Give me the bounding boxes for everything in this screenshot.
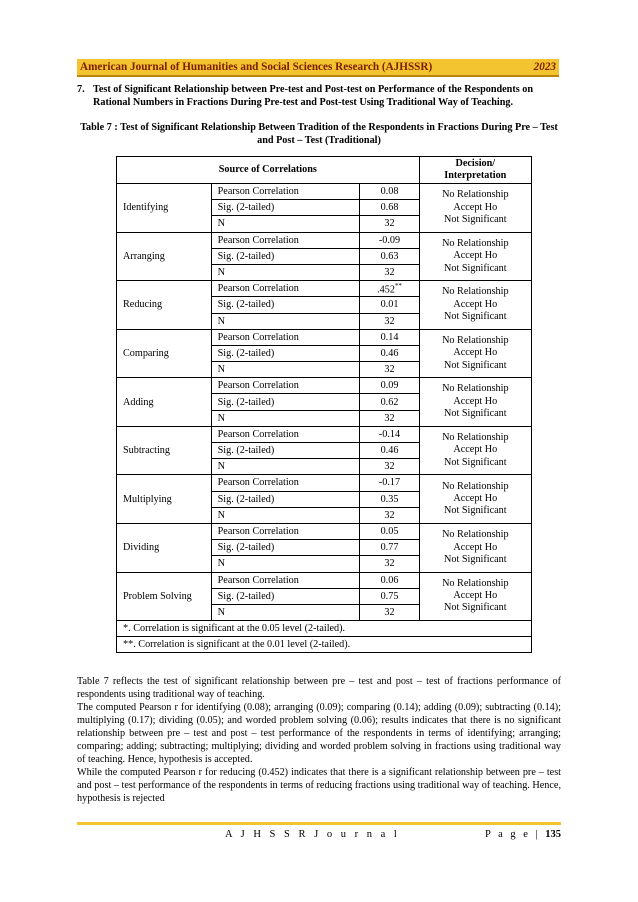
stat-label: Pearson Correlation [211,281,360,297]
stat-value-text: 0.77 [380,542,399,554]
footer-journal: A J H S S R J o u r n a l [225,829,400,840]
group-name: Problem Solving [117,572,212,621]
decision-line: Not Significant [444,311,507,323]
decision-cell [419,378,531,427]
stat-value-text: 32 [384,461,395,473]
stat-value-text: 0.09 [380,380,399,392]
stat-label: N [211,362,360,378]
table-row [117,523,532,539]
table-note-row [117,621,532,637]
stat-label: N [211,410,360,426]
stat-value-text: 32 [384,364,395,376]
decision-cell [419,329,531,378]
decision-line: No Relationship [442,286,509,298]
stat-value [360,540,419,556]
group-name: Identifying [117,184,212,233]
decision-line: No Relationship [442,431,509,443]
stat-label: Pearson Correlation [211,232,360,248]
table-header-row [117,157,532,184]
stat-label: N [211,556,360,572]
stat-value [360,604,419,620]
table-row [117,232,532,248]
stat-label: Sig. (2-tailed) [211,200,360,216]
section-number: 7. [77,84,85,95]
stat-value-text: 32 [384,218,395,230]
stat-value [360,410,419,426]
stat-label: Sig. (2-tailed) [211,540,360,556]
table-row [117,475,532,491]
footer-page-label: P a g e | [485,829,541,840]
stat-value [360,523,419,539]
table-note-2: **. Correlation is significant at the 0.01 level (2-tailed). [117,637,532,653]
header-decision-line2: Interpretation [444,170,507,181]
decision-cell [419,281,531,330]
decision-line: Not Significant [444,553,507,565]
stat-value [360,362,419,378]
decision-line: No Relationship [442,480,509,492]
decision-line: No Relationship [442,577,509,589]
stat-value [360,394,419,410]
decision-line: Not Significant [444,456,507,468]
stat-label: Sig. (2-tailed) [211,394,360,410]
stat-value [360,232,419,248]
decision-line: Not Significant [444,505,507,517]
stat-value-text: 32 [384,509,395,521]
journal-title: American Journal of Humanities and Social Sciences Research (AJHSSR) [80,61,433,73]
stat-value [360,281,419,297]
stat-value [360,297,419,313]
stat-value [360,200,419,216]
stat-value [360,459,419,475]
group-name: Adding [117,378,212,427]
header-source: Source of Correlations [117,157,420,184]
table-body [117,184,532,621]
group-name: Arranging [117,232,212,281]
decision-line: Accept Ho [453,444,498,456]
stat-label: N [211,604,360,620]
group-name: Reducing [117,281,212,330]
group-name: Dividing [117,523,212,572]
table-row [117,184,532,200]
stat-label: Pearson Correlation [211,475,360,491]
journal-header [77,59,559,77]
decision-line: Not Significant [444,359,507,371]
stat-value [360,426,419,442]
stat-label: Sig. (2-tailed) [211,491,360,507]
stat-value-text: 0.46 [380,445,399,457]
significance-marker: ** [394,282,402,291]
decision-line: No Relationship [442,334,509,346]
table-row [117,329,532,345]
stat-value [360,329,419,345]
section-heading [77,83,561,109]
stat-value-text: 0.01 [380,299,399,311]
decision-line: Accept Ho [453,395,498,407]
decision-line: Not Significant [444,262,507,274]
stat-value-text: 0.63 [380,250,399,262]
decision-line: Not Significant [444,602,507,614]
stat-value-text: 32 [384,606,395,618]
stat-label: Pearson Correlation [211,523,360,539]
stat-value [360,556,419,572]
table-note-1: *. Correlation is significant at the 0.05 level (2-tailed). [117,621,532,637]
stat-value-text: 0.62 [380,396,399,408]
table-caption: Table 7 : Test of Significant Relationship Between Tradition of the Respondents in Fractions During Pre – Test and Post – Test (Traditional) [80,122,558,146]
stat-value [360,588,419,604]
stat-value-text: 0.14 [380,331,399,343]
table-row [117,378,532,394]
stat-value-text: 0.05 [380,526,399,538]
page-number: 135 [545,829,561,840]
stat-value-text: 32 [384,412,395,424]
footer-divider [77,822,561,825]
stat-value [360,184,419,200]
stat-label: N [211,313,360,329]
body-text [77,675,561,805]
decision-cell [419,523,531,572]
stat-value-text: 0.75 [380,590,399,602]
section-title: Test of Significant Relationship between Pre-test and Post-test on Performance of the Respondents on Rational Numbers in Fractions During Pre-test and Post-test Using Traditional Way of Teaching. [93,84,534,108]
table-row [117,281,532,297]
table-row [117,572,532,588]
decision-cell [419,184,531,233]
stat-label: N [211,216,360,232]
stat-value [360,491,419,507]
decision-cell [419,475,531,524]
footer-page [485,829,561,840]
decision-cell [419,426,531,475]
stat-value-text: 0.46 [380,347,399,359]
stat-value-text: 0.06 [380,574,399,586]
stat-value [360,378,419,394]
decision-line: Accept Ho [453,298,498,310]
table-row [117,426,532,442]
paragraph: Table 7 reflects the test of significant relationship between pre – test and post – test of fractions performance of respondents using traditional way of teaching. [77,676,561,700]
stat-value [360,572,419,588]
decision-line: Accept Ho [453,541,498,553]
table-note-row [117,637,532,653]
decision-cell [419,572,531,621]
header-decision-line1: Decision/ [455,158,496,169]
stat-label: N [211,459,360,475]
decision-line: Accept Ho [453,201,498,213]
stat-label: Sig. (2-tailed) [211,248,360,264]
journal-year: 2023 [533,61,556,73]
stat-label: Pearson Correlation [211,378,360,394]
stat-label: Sig. (2-tailed) [211,443,360,459]
paragraph: The computed Pearson r for identifying (0.08); arranging (0.09); comparing (0.14); adding (0.09); subtracting (0.14); multiplying (0.17); dividing (0.05); and worded problem solving (0.06); results indicates that there is no significant relationship between pre – test and post – test performance of the respondents in terms of identifying; arranging; comparing; adding; subtracting; multiplying; dividing and worded problem solving in fractions using traditional way of teaching. Hence, hypothesis is accepted. [77,702,561,765]
header-decision [419,157,531,184]
decision-line: No Relationship [442,237,509,249]
stat-value-text: -0.14 [378,428,401,440]
stat-value-text: -0.09 [378,234,401,246]
stat-value [360,507,419,523]
stat-label: Sig. (2-tailed) [211,345,360,361]
decision-line: Accept Ho [453,492,498,504]
decision-line: Not Significant [444,408,507,420]
group-name: Subtracting [117,426,212,475]
stat-value [360,264,419,280]
decision-line: No Relationship [442,529,509,541]
stat-label: N [211,264,360,280]
correlation-table [116,156,532,653]
stat-value-text: 32 [384,558,395,570]
stat-label: Sig. (2-tailed) [211,588,360,604]
decision-line: Accept Ho [453,590,498,602]
group-name: Multiplying [117,475,212,524]
stat-value-text: 0.08 [380,186,399,198]
paragraph: While the computed Pearson r for reducing (0.452) indicates that there is a significant relationship between pre – test and post – test performance of the respondents in terms of reducing fractions using traditional way of teaching. Hence, hypothesis is rejected [77,767,561,804]
decision-line: Not Significant [444,213,507,225]
stat-value-text: 0.68 [380,202,399,214]
stat-label: Pearson Correlation [211,329,360,345]
stat-label: Pearson Correlation [211,184,360,200]
stat-value [360,443,419,459]
group-name: Comparing [117,329,212,378]
decision-cell [419,232,531,281]
decision-line: No Relationship [442,383,509,395]
stat-label: N [211,507,360,523]
stat-label: Sig. (2-tailed) [211,297,360,313]
stat-value-text: .452 [377,284,395,296]
stat-value [360,475,419,491]
stat-value [360,216,419,232]
decision-line: No Relationship [442,189,509,201]
decision-line: Accept Ho [453,347,498,359]
stat-value [360,248,419,264]
stat-value-text: 0.35 [380,493,399,505]
stat-label: Pearson Correlation [211,572,360,588]
stat-label: Pearson Correlation [211,426,360,442]
stat-value-text: -0.17 [378,477,401,489]
decision-line: Accept Ho [453,250,498,262]
stat-value [360,345,419,361]
stat-value-text: 32 [384,315,395,327]
stat-value-text: 32 [384,267,395,279]
stat-value [360,313,419,329]
